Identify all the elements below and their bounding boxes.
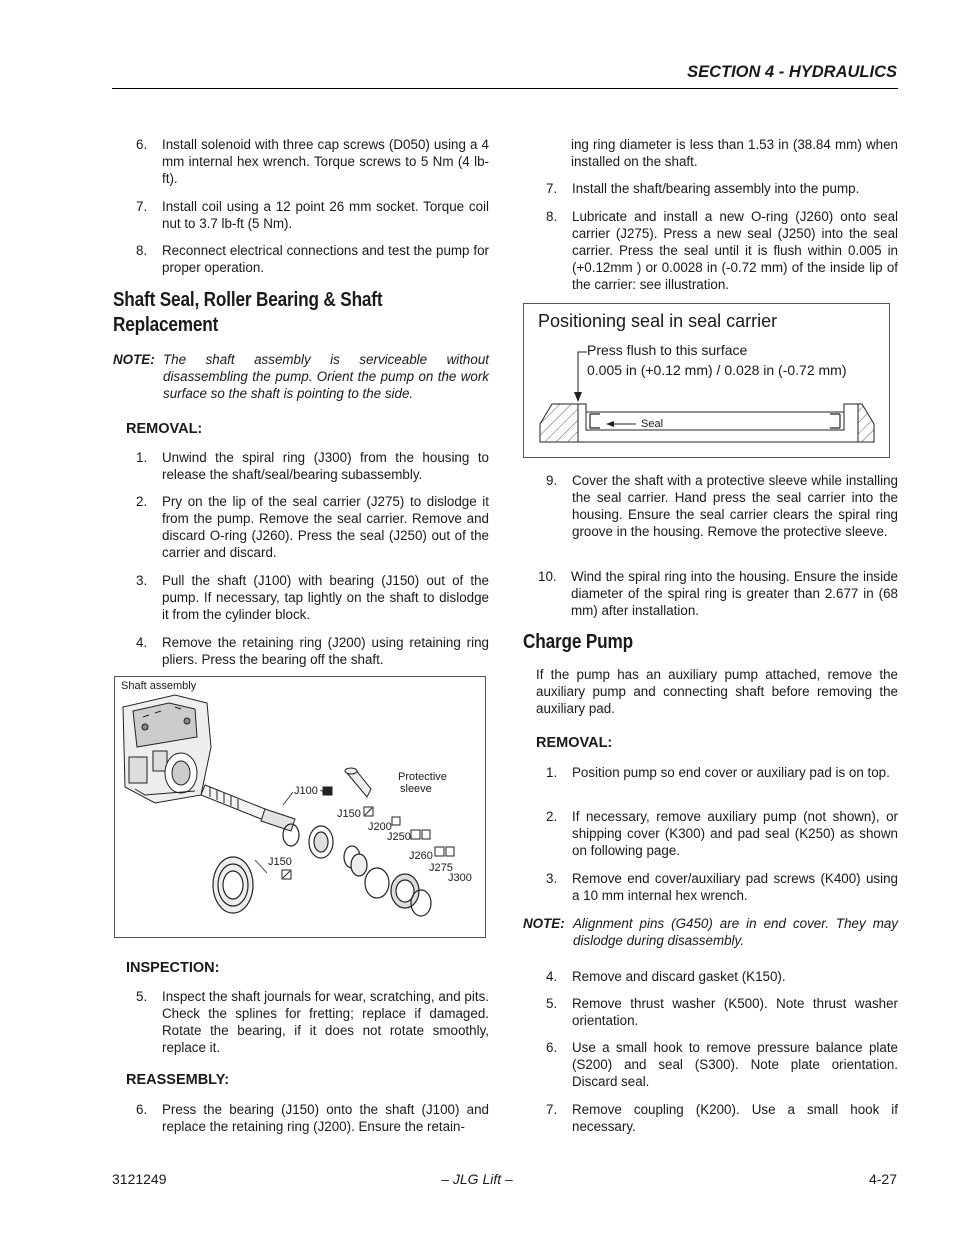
header-rule (112, 88, 898, 89)
list-item: 2. If necessary, remove auxiliary pump (not shown), or shipping cover (K300) and pad seal (K250) as shown on following page. (546, 809, 898, 858)
label-j300: J300 (448, 872, 472, 884)
shaft-assembly-figure (114, 676, 486, 938)
list-item: 7. Remove coupling (K200). Use a small hook if necessary. (546, 1102, 898, 1134)
list-item: 7. Install the shaft/bearing assembly into the pump. (546, 181, 860, 196)
footer-publisher: – JLG Lift – (441, 1171, 513, 1187)
figure-line2: 0.005 in (+0.12 mm) / 0.028 in (-0.72 mm) (587, 362, 847, 378)
list-item: 6. Install solenoid with three cap screws (D050) using a 4 mm internal hex wrench. Torque screws to 5 Nm (4 lb-ft). (136, 137, 489, 186)
figure-title: Positioning seal in seal carrier (538, 311, 778, 331)
label-j260: J260 (409, 850, 433, 862)
list-item: 9. Cover the shaft with a protective sleeve while installing the seal carrier. Hand press the seal carrier into the housing. Ensure the seal carrier clears the spiral ring groove in the housing. Remove the protective sleeve. (546, 473, 898, 539)
figure-line1: Press flush to this surface (587, 342, 748, 358)
label-protective: Protective (398, 771, 447, 783)
list-item: 4. Remove the retaining ring (J200) using retaining ring pliers. Press the bearing off the shaft. (136, 635, 489, 667)
footer-doc-number: 3121249 (112, 1171, 167, 1187)
inspection-heading: INSPECTION: (126, 960, 220, 976)
list-item: 4. Remove and discard gasket (K150). (546, 969, 786, 984)
section-heading: Charge Pump (523, 631, 633, 653)
list-item: 6. Use a small hook to remove pressure balance plate (S200) and seal (S300). Note plate orientation. Discard seal. (546, 1040, 898, 1089)
label-j250: J250 (387, 831, 411, 843)
list-item: 8. Reconnect electrical connections and test the pump for proper operation. (136, 243, 489, 275)
shaft-assembly-illustration (115, 677, 485, 937)
list-item: 5. Inspect the shaft journals for wear, scratching, and pits. Check the splines for fretting; replace if damaged. Rotate the bearing, if it does not rotate smoothly, replace it. (136, 989, 489, 1055)
figure-caption: Shaft assembly (121, 680, 197, 692)
label-j150-bottom: J150 (268, 856, 292, 868)
note: NOTE: The shaft assembly is serviceable without disassembling the pump. Orient the pump on the work surface so the shaft is pointing to the side. (113, 352, 489, 401)
footer-page-number: 4-27 (868, 1171, 897, 1187)
label-j150-top: J150 (337, 808, 361, 820)
list-item: 3. Remove end cover/auxiliary pad screws (K400) using a 10 mm internal hex wrench. (546, 871, 898, 903)
list-item: 6. Press the bearing (J150) onto the shaft (J100) and replace the retaining ring (J200). Ensure the retain- (136, 1102, 489, 1134)
list-item: 2. Pry on the lip of the seal carrier (J275) to dislodge it from the pump. Remove the seal carrier. Remove and discard O-ring (J260). Press the seal (J250) out of the carrier and discard. (136, 494, 489, 560)
label-j275: J275 (429, 862, 453, 874)
seal-label: Seal (641, 418, 664, 430)
label-sleeve: sleeve (400, 783, 432, 795)
removal-heading: REMOVAL: (536, 735, 613, 751)
label-j200: J200 (368, 821, 392, 833)
section-title: SECTION 4 - HYDRAULICS (687, 63, 897, 81)
seal-carrier-figure (523, 303, 890, 458)
list-item: 1. Position pump so end cover or auxiliary pad is on top. (546, 765, 890, 780)
list-item: 10. Wind the spiral ring into the housing. Ensure the inside diameter of the spiral ring is greater than 2.677 in (68 mm) after installation. (538, 569, 898, 618)
continued-text: ing ring diameter is less than 1.53 in (38.84 mm) when installed on the shaft. (571, 137, 898, 169)
list-item: 5. Remove thrust washer (K500). Note thrust washer orientation. (546, 996, 898, 1028)
intro-paragraph: If the pump has an auxiliary pump attached, remove the auxiliary pump and connecting shaft before removing the auxiliary pad. (536, 667, 898, 716)
label-j100: J100 (294, 785, 318, 797)
removal-heading: REMOVAL: (126, 421, 203, 437)
section-heading: Shaft Seal, Roller Bearing & Shaft Replacement (113, 289, 383, 336)
list-item: 7. Install coil using a 12 point 26 mm socket. Torque coil nut to 3.7 lb-ft (5 Nm). (136, 199, 489, 231)
list-item: 1. Unwind the spiral ring (J300) from the housing to release the shaft/seal/bearing subassembly. (136, 450, 489, 482)
note: NOTE: Alignment pins (G450) are in end cover. They may dislodge during disassembly. (523, 916, 898, 948)
seal-cross-section (524, 304, 889, 457)
list-item: 8. Lubricate and install a new O-ring (J260) onto seal carrier (J275). Press a new seal (J250) into the seal carrier. Press the seal until it is flush within 0.005 in (+0.12mm ) or 0.0028 in (-0.72 mm) of the inside lip of the carrier: see illustration. (546, 209, 898, 292)
reassembly-heading: REASSEMBLY: (126, 1072, 230, 1088)
list-item: 3. Pull the shaft (J100) with bearing (J150) out of the pump. If necessary, tap lightly on the shaft to dislodge it from the cylinder block. (136, 573, 489, 622)
